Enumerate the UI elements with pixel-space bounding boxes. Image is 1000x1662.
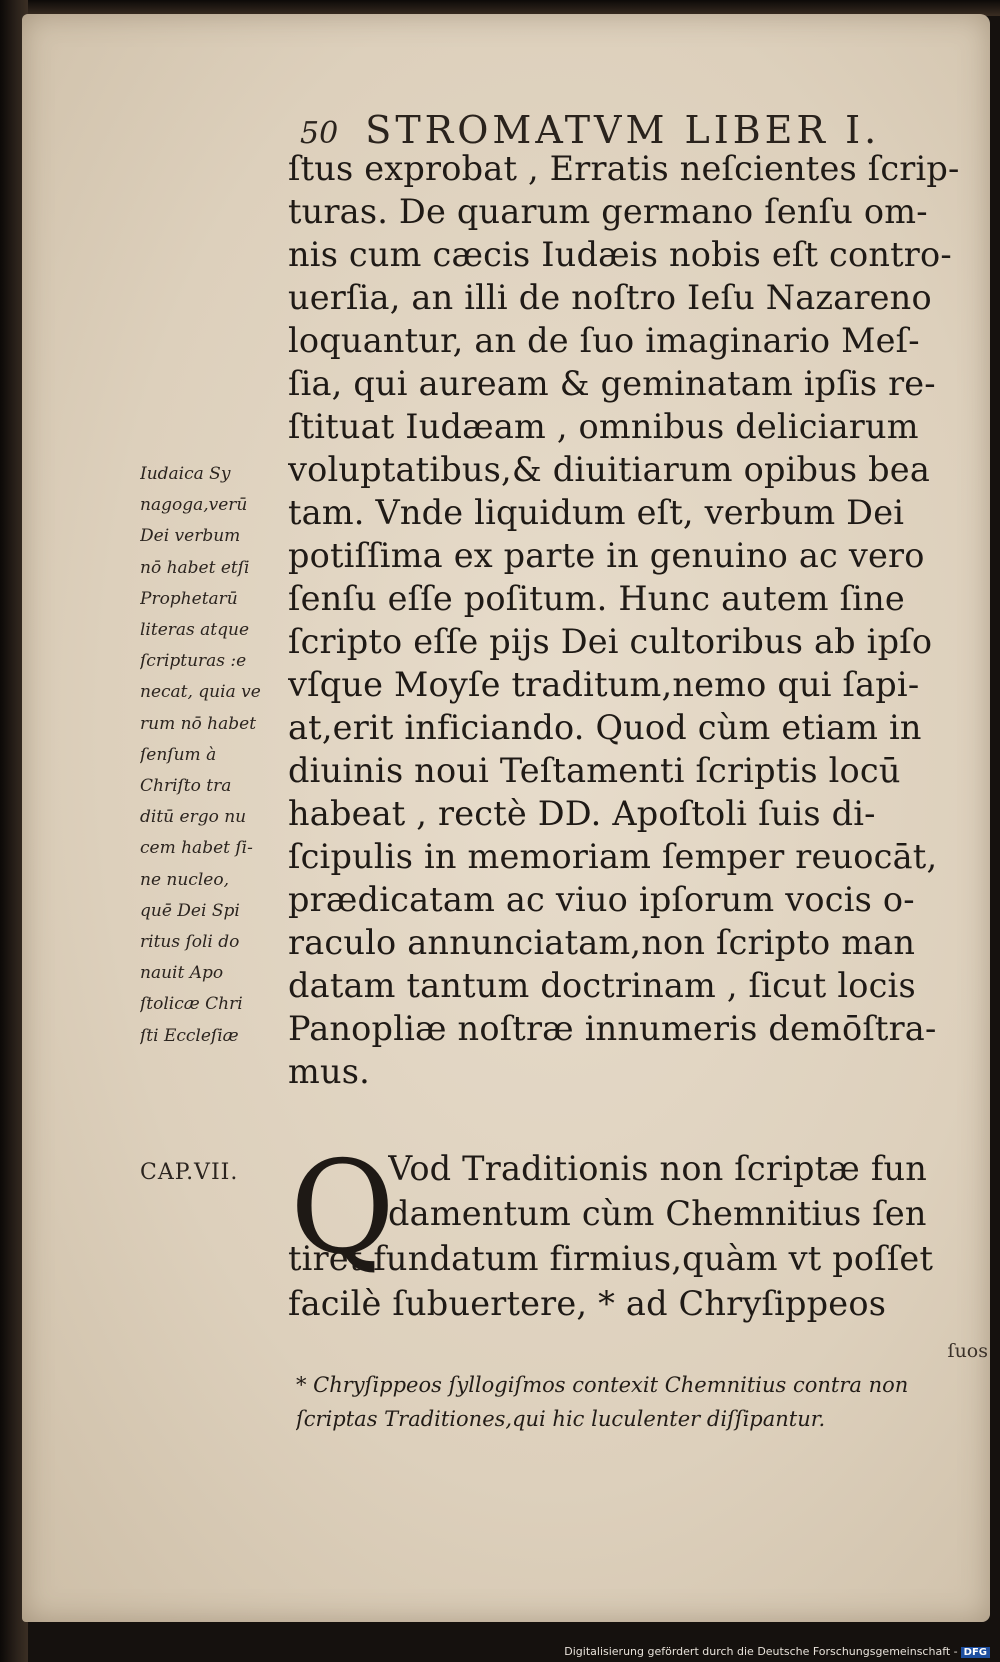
text-line: ſia, qui auream & geminatam ipſis re- xyxy=(288,364,936,403)
text-line: voluptatibus,& diuitiarum opibus bea xyxy=(288,450,930,489)
marginal-note-line: ſcripturas :e xyxy=(140,651,247,672)
marginal-note-line: Dei verbum xyxy=(140,526,241,547)
text-line: habeat , rectè DD. Apoſtoli ſuis di- xyxy=(288,794,876,833)
drop-cap-initial: Q xyxy=(290,1134,395,1283)
catchword: ſuos xyxy=(947,1340,988,1362)
text-line: Panopliæ noſtræ innumeris demōſtra- xyxy=(288,1009,937,1048)
credit-text: Digitalisierung gefördert durch die Deutsche Forschungsgemeinschaft - xyxy=(564,1645,958,1658)
marginal-note-line: rum nō habet xyxy=(140,713,257,734)
chapter-text-line: facilè ſubuertere, * ad Chryſippeos xyxy=(288,1284,887,1323)
marginal-note-line: Iudaica Sy xyxy=(140,464,231,484)
marginal-note-line: ne nucleo, xyxy=(140,869,229,890)
text-line: potiſſima ex parte in genuino ac vero xyxy=(288,536,925,575)
marginal-note-line: ſenſum à xyxy=(140,744,217,765)
text-line: at,erit inficiando. Quod cùm etiam in xyxy=(288,708,922,747)
text-line: tam. Vnde liquidum eſt, verbum Dei xyxy=(288,493,905,532)
marginal-note-line: ſtolicæ Chri xyxy=(140,994,243,1015)
text-line: ſcipulis in memoriam ſemper reuocāt, xyxy=(288,837,938,876)
marginal-note-line: ditū ergo nu xyxy=(140,807,247,828)
text-line: ſenſu eſſe poſitum. Hunc autem ſine xyxy=(288,579,905,618)
text-line: mus. xyxy=(288,1052,370,1091)
chapter-text-line: Vod Traditionis non ſcriptæ fun xyxy=(388,1149,927,1188)
marginal-note-line: Chriſto tra xyxy=(140,776,232,796)
page-number: 50 xyxy=(300,116,339,151)
text-line: nis cum cæcis Iudæis nobis eſt contro- xyxy=(288,235,952,274)
text-line: diuinis noui Teſtamenti ſcriptis locū xyxy=(288,751,901,790)
text-line: loquantur, an de ſuo imaginario Meſ- xyxy=(288,321,920,360)
text-line: turas. De quarum germano ſenſu om- xyxy=(288,192,928,231)
marginal-note-line: necat, quia ve xyxy=(140,682,261,703)
footnote-line: * Chryſippeos ſyllogiſmos contexit Chemnitius contra non xyxy=(296,1373,909,1397)
marginal-note-line: nō habet etſi xyxy=(140,557,250,578)
digitization-credit xyxy=(564,1645,990,1658)
chapter-label: CAP.VII. xyxy=(140,1160,239,1185)
marginal-note-line: Prophetarū xyxy=(140,588,238,609)
marginal-note-line: quē Dei Spi xyxy=(140,900,240,921)
marginal-note-line: nauit Apo xyxy=(140,963,224,984)
text-line: ſcripto eſſe pijs Dei cultoribus ab ipſo xyxy=(288,622,933,661)
marginal-note-line: cem habet ſi- xyxy=(140,838,253,859)
marginal-note-line: nagoga,verū xyxy=(140,495,248,516)
text-line: raculo annunciatam,non ſcripto man xyxy=(288,923,916,962)
running-title: STROMATVM LIBER I. xyxy=(365,108,881,152)
text-line: vſque Moyſe traditum,nemo qui ſapi- xyxy=(288,665,920,704)
text-line: datam tantum doctrinam , ſicut locis xyxy=(288,966,916,1005)
text-line: ſtus exprobat , Erratis neſcientes ſcrip- xyxy=(288,149,960,188)
chapter-text-line: damentum cùm Chemnitius ſen xyxy=(388,1194,927,1233)
text-line: ſtituat Iudæam , omnibus deliciarum xyxy=(288,407,919,446)
text-line: prædicatam ac viuo ipſorum vocis o- xyxy=(288,880,915,919)
footnote-line: ſcriptas Traditiones,qui hic luculenter diſſipantur. xyxy=(296,1407,826,1431)
chapter-text-line: tiret fundatum firmius,quàm vt poſſet xyxy=(288,1239,934,1278)
text-line: uerſia, an illi de noſtro Ieſu Nazareno xyxy=(288,278,932,317)
marginal-note-line: ritus ſoli do xyxy=(140,932,240,952)
dfg-logo: DFG xyxy=(961,1647,990,1658)
marginal-note-line: ſti Eccleſiæ xyxy=(140,1025,239,1046)
marginal-note-line: literas atque xyxy=(140,620,250,640)
